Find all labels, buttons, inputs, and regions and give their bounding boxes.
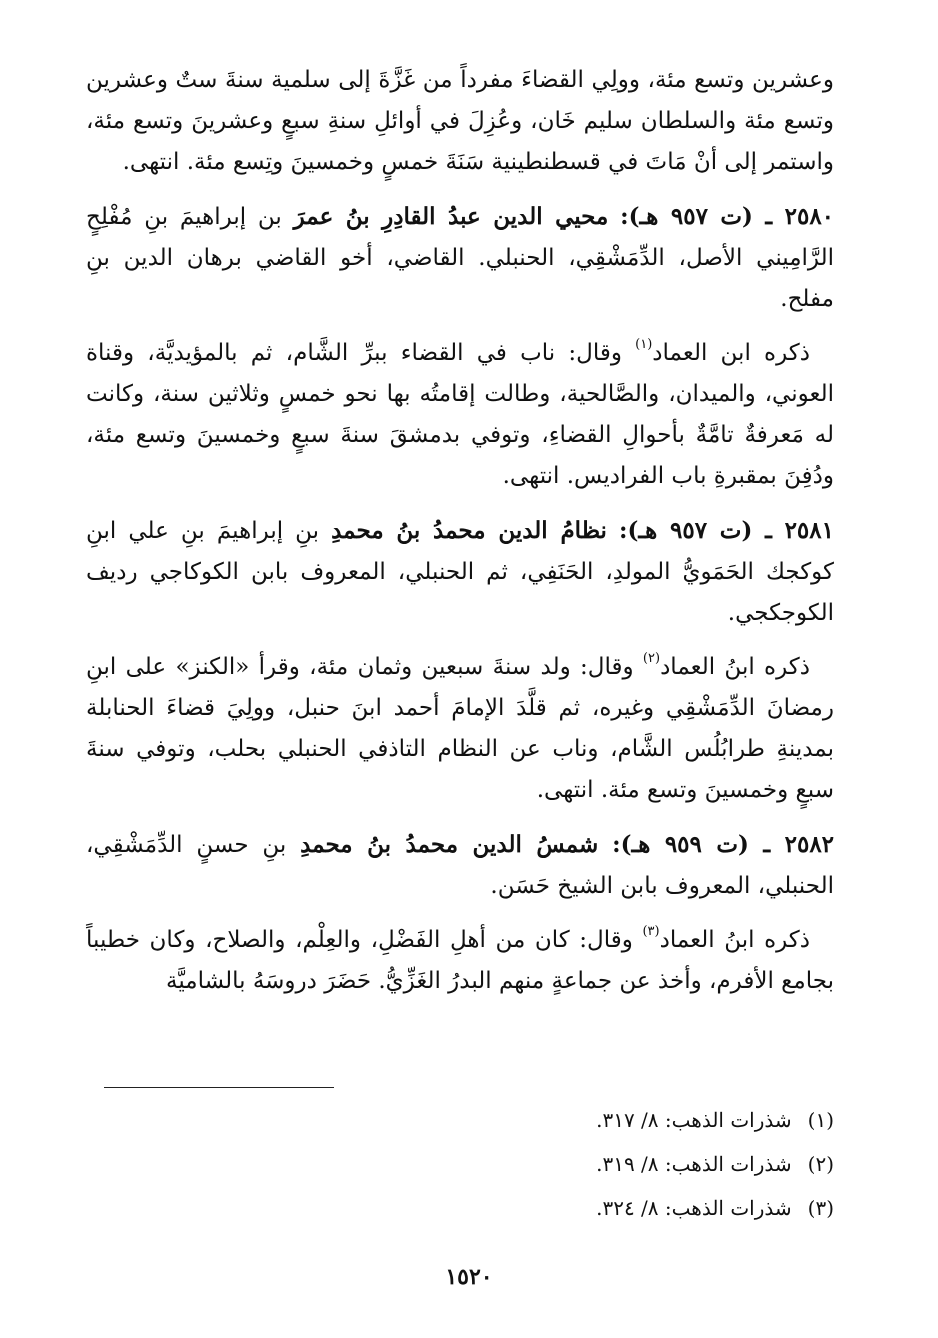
paragraph-text: ذكره ابنُ العماد	[659, 927, 811, 953]
entry-number: ٢٥٨٢ ـ (ت ٩٥٩ هـ):	[612, 831, 835, 858]
entry-number: ٢٥٨٠ ـ (ت ٩٥٧ هـ):	[620, 203, 835, 230]
footnote-text: شذرات الذهب: ٨/ ٣١٩.	[596, 1152, 792, 1176]
entry-name: نظامُ الدين محمدُ بنُ محمدِ	[331, 517, 607, 544]
entry-2580-body	[86, 333, 834, 497]
footnote-text: شذرات الذهب: ٨/ ٣١٧.	[596, 1108, 792, 1132]
entry-name: شمسُ الدين محمدُ بنُ محمدِ	[300, 831, 599, 858]
footnote-number: (١)	[807, 1108, 834, 1132]
paragraph-text: وقال: كان من أهلِ الفَضْلِ، والعِلْم، والصلاح، وكان خطيباً بجامع الأفرم، وأخذ عن جماعةٍ منهم البدرُ الغَزِّيُّ. حَضَرَ دروسَهُ بالشاميَّة	[86, 927, 834, 994]
footnote-2	[86, 1142, 834, 1186]
entry-2582	[86, 824, 834, 907]
page-number: ١٥٢٠	[445, 1264, 493, 1290]
paragraph-text: ذكره ابن العماد	[652, 340, 810, 366]
paragraph-text: وعشرين وتسع مئة، وولِي القضاءَ مفرداً من غَزَّةَ إلى سلمية سنةَ ستٌ وعشرين وتسع مئة والسلطان سليم خَان، وعُزِلَ في أوائلِ سنةِ سبعٍ وعشرينَ وتسع مئة، واستمر إلى أنْ مَاتَ في قسطنطينية سَنَةَ خمسٍ وخمسينَ وتِسع مئة. انتهى.	[86, 67, 834, 175]
footnote-3	[86, 1186, 834, 1230]
footnote-ref-3[interactable]: (٣)	[642, 924, 660, 940]
footnote-ref-2[interactable]: (٢)	[642, 651, 661, 667]
footnote-divider	[104, 1087, 334, 1088]
entry-2581	[86, 510, 834, 634]
entry-name: محيي الدين عبدُ القادِرِ بنُ عمرَ	[293, 203, 609, 230]
paragraph-text: ذكره ابنُ العماد	[660, 654, 810, 680]
entry-2582-body	[86, 920, 834, 1002]
entry-number: ٢٥٨١ ـ (ت ٩٥٧ هـ):	[619, 517, 834, 544]
entry-text: بن إبراهيمَ بنِ مُفْلِحٍ الرَّامِيني الأصل، الدِّمَشْقِي، الحنبلي. القاضي، أخو القاضي برهان الدين بنِ مفلح.	[86, 204, 834, 312]
footnote-1	[86, 1098, 834, 1142]
footnote-number: (٢)	[807, 1152, 834, 1176]
footnote-number: (٣)	[807, 1196, 834, 1220]
entry-text: بنِ إبراهيمَ بنِ علي ابنِ كوكجك الحَمَويُّ المولدِ، الحَنَفِي، ثم الحنبلي، المعروف بابن الكوكاجي رديف الكوجكجي.	[86, 518, 834, 626]
footnote-ref-1[interactable]: (١)	[635, 337, 653, 353]
entry-2580	[86, 196, 834, 320]
paragraph-text: وقال: ولد سنةَ سبعين وثمان مئة، وقرأ «الكنز» على ابنِ رمضانَ الدِّمَشْقِي وغيره، ثم قلَّدَ الإمامَ أحمد ابنَ حنبل، وولِيَ قضاءَ الحنابلة بمدينةِ طرابُلُس الشَّام، وناب عن النظام التاذفي الحنبلي بحلب، وتوفي سنةَ سبعٍ وخمسينَ وتسع مئة. انتهى.	[86, 654, 834, 803]
paragraph-continuation	[86, 60, 834, 183]
entry-2581-body	[86, 647, 834, 811]
paragraph-text: وقال: ناب في القضاء ببرِّ الشَّام، ثم بالمؤيديَّة، وقناة العوني، والميدان، والصَّالحية، وطالت إقامتُه بها نحو خمسٍ وثلاثين سنة، وكانت له مَعرفةٌ تامَّةٌ بأحوالِ القضاءِ، وتوفي بدمشقَ سنةَ سبعٍ وخمسينَ وتسع مئة، ودُفِنَ بمقبرةِ باب الفراديس. انتهى.	[86, 340, 834, 489]
footnotes	[86, 1098, 834, 1230]
page-body	[86, 60, 834, 1015]
entry-text: بنِ حسنٍ الدِّمَشْقِي، الحنبلي، المعروف بابن الشيخ حَسَن.	[86, 832, 834, 899]
footnote-text: شذرات الذهب: ٨/ ٣٢٤.	[596, 1196, 792, 1220]
